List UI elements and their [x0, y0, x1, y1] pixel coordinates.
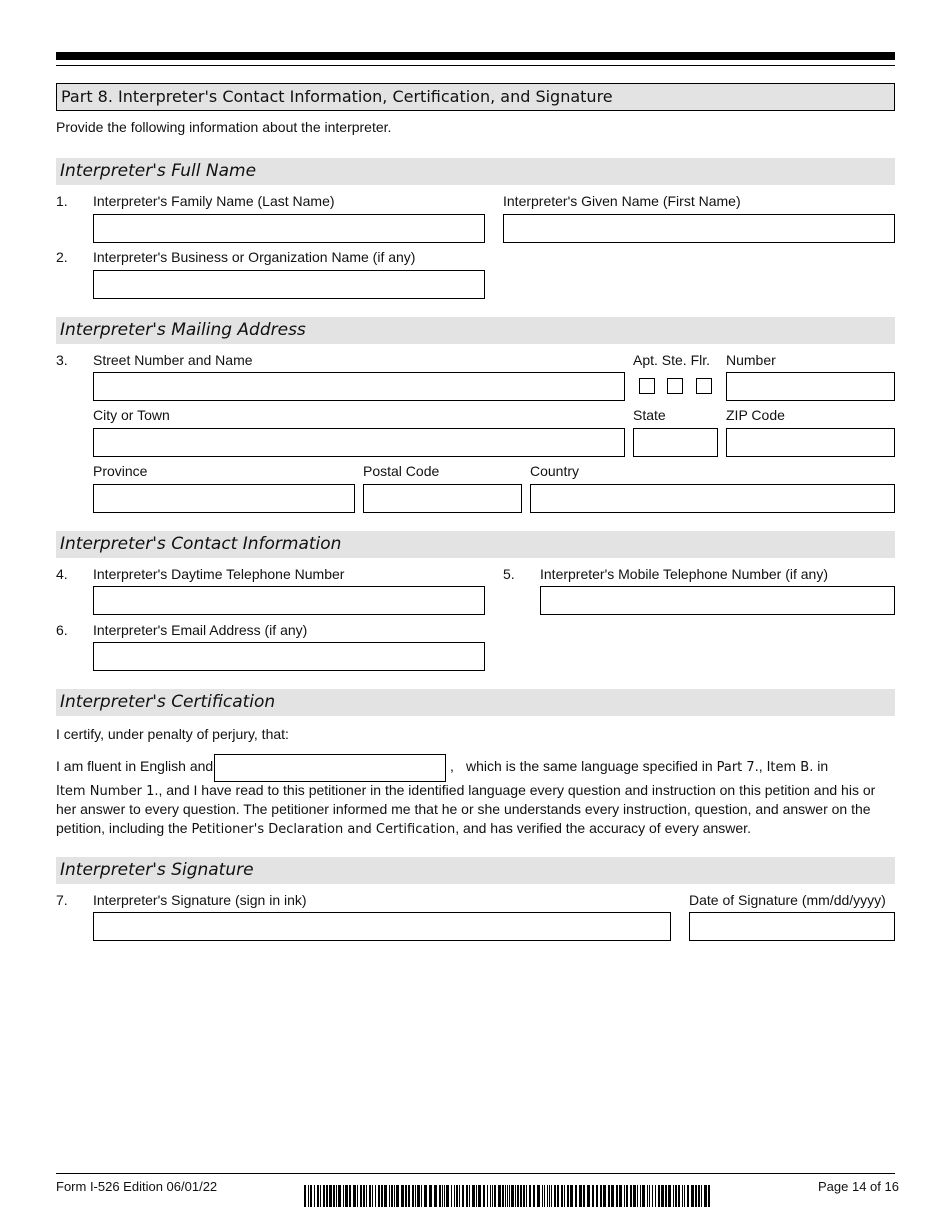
zip-field[interactable]: [726, 428, 895, 457]
barcode-bar: [456, 1185, 458, 1207]
certification-line-2: [56, 781, 895, 801]
barcode-bar: [647, 1185, 648, 1207]
barcode-bar: [360, 1185, 362, 1207]
barcode-bar: [668, 1185, 671, 1207]
ste-checkbox[interactable]: [667, 378, 683, 394]
barcode-bar: [665, 1185, 667, 1207]
barcode-bar: [520, 1185, 522, 1207]
barcode-bar: [333, 1185, 335, 1207]
flr-checkbox[interactable]: [696, 378, 712, 394]
number-label: Number: [726, 352, 776, 368]
province-label: Province: [93, 463, 148, 479]
barcode-bar: [492, 1185, 493, 1207]
barcode-bar: [547, 1185, 548, 1207]
certification-line-3: her answer to every question. The petitioner informed me that he or she understands every instruction, question, and answer on the: [56, 801, 871, 817]
item-b-ref: Item B.: [766, 760, 814, 775]
barcode-bar: [626, 1185, 628, 1207]
barcode-bar: [611, 1185, 614, 1207]
barcode-bar: [616, 1185, 618, 1207]
barcode-bar: [511, 1185, 514, 1207]
footer-rule: [56, 1173, 895, 1174]
postal-code-field[interactable]: [363, 484, 522, 513]
barcode-bar: [678, 1185, 680, 1207]
barcode-bar: [498, 1185, 501, 1207]
barcode-bar: [557, 1185, 559, 1207]
barcode-bar: [384, 1185, 387, 1207]
province-field[interactable]: [93, 484, 355, 513]
business-name-field[interactable]: [93, 270, 485, 299]
barcode-bar: [417, 1185, 420, 1207]
barcode-bar: [345, 1185, 348, 1207]
same-language: which is the same language specified in: [466, 758, 713, 774]
barcode-bar: [587, 1185, 590, 1207]
daytime-phone-field[interactable]: [93, 586, 485, 615]
barcode-bar: [483, 1185, 485, 1207]
barcode-bar: [633, 1185, 636, 1207]
language-field[interactable]: [214, 754, 446, 782]
barcode-bar: [708, 1185, 710, 1207]
barcode-bar: [579, 1185, 582, 1207]
barcode-bar: [517, 1185, 519, 1207]
barcode-bar: [691, 1185, 694, 1207]
barcode-bar: [434, 1185, 437, 1207]
street-field[interactable]: [93, 372, 625, 401]
barcode-bar: [429, 1185, 432, 1207]
item-number-ref: Item Number 1.: [56, 784, 159, 799]
given-name-label: Interpreter's Given Name (First Name): [503, 193, 741, 209]
barcode-bar: [673, 1185, 674, 1207]
barcode-bar: [682, 1185, 683, 1207]
barcode-bar: [655, 1185, 656, 1207]
daytime-phone-label: Interpreter's Daytime Telephone Number: [93, 566, 345, 582]
country-field[interactable]: [530, 484, 895, 513]
barcode-bar: [642, 1185, 645, 1207]
barcode-bar: [424, 1185, 427, 1207]
signature-field[interactable]: [93, 912, 671, 941]
item-number-6: 6.: [56, 622, 68, 638]
barcode-bar: [549, 1185, 550, 1207]
given-name-field[interactable]: [503, 214, 895, 243]
barcode-bar: [405, 1185, 407, 1207]
barcode-bar: [533, 1185, 535, 1207]
barcode-bar: [640, 1185, 641, 1207]
barcode-bar: [353, 1185, 356, 1207]
barcode-bar: [596, 1185, 598, 1207]
barcode-bar: [529, 1185, 531, 1207]
barcode-bar: [466, 1185, 468, 1207]
barcode-bar: [310, 1185, 312, 1207]
certification-line-4: [56, 819, 895, 839]
barcode-bar: [684, 1185, 685, 1207]
state-label: State: [633, 407, 666, 423]
top-thin-rule: [56, 65, 895, 66]
postal-code-label: Postal Code: [363, 463, 440, 479]
country-label: Country: [530, 463, 580, 479]
same-language-text: which is the same language specified in Part 7., Item B. in: [466, 758, 829, 775]
barcode-bar: [624, 1185, 625, 1207]
item-number-2: 2.: [56, 249, 68, 265]
barcode-bar: [544, 1185, 545, 1207]
barcode-bar: [415, 1185, 416, 1207]
item-number-3: 3.: [56, 352, 68, 368]
signature-label: Interpreter's Signature (sign in ink): [93, 892, 307, 908]
city-label: City or Town: [93, 407, 170, 423]
barcode-bar: [704, 1185, 707, 1207]
barcode-bar: [363, 1185, 365, 1207]
barcode-bar: [600, 1185, 602, 1207]
part-intro: Provide the following information about the interpreter.: [56, 119, 392, 135]
barcode-bar: [401, 1185, 404, 1207]
barcode-bar: [487, 1185, 488, 1207]
section-signature: Interpreter's Signature: [56, 857, 895, 884]
barcode-bar: [394, 1185, 395, 1207]
declaration-ref: Petitioner's Declaration and Certification: [191, 822, 456, 837]
page-number: Page 14 of 16: [818, 1179, 899, 1194]
barcode-bar: [442, 1185, 443, 1207]
item-number-1: 1.: [56, 193, 68, 209]
section-certification: Interpreter's Certification: [56, 689, 895, 716]
barcode-bar: [701, 1185, 702, 1207]
barcode-bar: [502, 1185, 504, 1207]
barcode-bar: [608, 1185, 610, 1207]
street-label: Street Number and Name: [93, 352, 253, 368]
apt-ste-flr-label: Apt. Ste. Flr.: [633, 352, 711, 368]
barcode-bar: [375, 1185, 376, 1207]
barcode-bar: [505, 1185, 506, 1207]
date-of-signature-field[interactable]: [689, 912, 895, 941]
barcode-bar: [369, 1185, 371, 1207]
barcode-bar: [391, 1185, 393, 1207]
comma: ,: [450, 758, 454, 774]
barcode-bar: [603, 1185, 606, 1207]
barcode-bar: [490, 1185, 491, 1207]
form-edition: Form I-526 Edition 06/01/22: [56, 1179, 218, 1194]
barcode-bar: [583, 1185, 585, 1207]
barcode-bar: [366, 1185, 367, 1207]
barcode-bar: [619, 1185, 622, 1207]
barcode-bar: [444, 1185, 445, 1207]
barcode-bar: [507, 1185, 508, 1207]
item-number-5: 5.: [503, 566, 515, 582]
barcode-bar: [630, 1185, 632, 1207]
section-full-name: Interpreter's Full Name: [56, 158, 895, 185]
item-number-4: 4.: [56, 566, 68, 582]
barcode-bar: [658, 1185, 660, 1207]
business-name-label: Interpreter's Business or Organization Name (if any): [93, 249, 416, 265]
barcode-bar: [551, 1185, 552, 1207]
barcode-bar: [649, 1185, 650, 1207]
barcode-bar: [378, 1185, 380, 1207]
barcode-bar: [323, 1185, 325, 1207]
barcode-bar: [472, 1185, 475, 1207]
mobile-phone-label: Interpreter's Mobile Telephone Number (if any): [540, 566, 828, 582]
barcode-bar: [695, 1185, 697, 1207]
family-name-label: Interpreter's Family Name (Last Name): [93, 193, 335, 209]
barcode-bar: [314, 1185, 315, 1207]
barcode-bar: [308, 1185, 309, 1207]
barcode-bar: [469, 1185, 470, 1207]
barcode-bar: [592, 1185, 594, 1207]
line-4-prefix: petition, including the: [56, 820, 188, 836]
line-4-suffix: , and has verified the accuracy of every answer.: [455, 820, 751, 836]
barcode-bar: [637, 1185, 638, 1207]
barcode-bar: [698, 1185, 700, 1207]
barcode-bar: [372, 1185, 373, 1207]
item-number-7: 7.: [56, 892, 68, 908]
barcode-bar: [338, 1185, 341, 1207]
unit-number-field[interactable]: [726, 372, 895, 401]
part-header: Part 8. Interpreter's Contact Information, Certification, and Signature: [56, 83, 895, 111]
barcode-bar: [478, 1185, 481, 1207]
barcode-bar: [652, 1185, 653, 1207]
barcode-bar: [575, 1185, 577, 1207]
barcode-bar: [564, 1185, 565, 1207]
apt-checkbox[interactable]: [639, 378, 655, 394]
barcode-bar: [320, 1185, 321, 1207]
section-contact-information: Interpreter's Contact Information: [56, 531, 895, 558]
barcode-bar: [451, 1185, 452, 1207]
email-field[interactable]: [93, 642, 485, 671]
barcode-bar: [326, 1185, 328, 1207]
barcode-bar: [661, 1185, 664, 1207]
barcode-bar: [408, 1185, 410, 1207]
barcode-bar: [317, 1185, 319, 1207]
barcode-bar: [554, 1185, 556, 1207]
barcode-bar: [454, 1185, 455, 1207]
barcode-bar: [462, 1185, 464, 1207]
barcode-bar: [412, 1185, 414, 1207]
barcode-bar: [476, 1185, 477, 1207]
barcode-bar: [509, 1185, 510, 1207]
barcode-bar: [567, 1185, 569, 1207]
date-of-signature-label: Date of Signature (mm/dd/yyyy): [689, 892, 886, 908]
in-text: in: [817, 758, 829, 774]
barcode-bar: [329, 1185, 332, 1207]
barcode-bar: [421, 1185, 422, 1207]
barcode-bar: [304, 1185, 306, 1207]
barcode-bar: [494, 1185, 496, 1207]
barcode-bar: [523, 1185, 525, 1207]
barcode-bar: [570, 1185, 573, 1207]
part-7-ref: Part 7.: [716, 760, 759, 775]
state-field[interactable]: [633, 428, 718, 457]
barcode-bar: [675, 1185, 677, 1207]
barcode-bar: [537, 1185, 540, 1207]
barcode-bar: [446, 1185, 449, 1207]
top-thick-rule: [56, 52, 895, 60]
barcode-bar: [459, 1185, 460, 1207]
mobile-phone-field[interactable]: [540, 586, 895, 615]
email-label: Interpreter's Email Address (if any): [93, 622, 308, 638]
barcode-bar: [542, 1185, 543, 1207]
city-field[interactable]: [93, 428, 625, 457]
barcode-image: [304, 1185, 714, 1207]
barcode-bar: [515, 1185, 516, 1207]
barcode-bar: [343, 1185, 344, 1207]
barcode-bar: [526, 1185, 527, 1207]
zip-label: ZIP Code: [726, 407, 785, 423]
barcode-bar: [349, 1185, 351, 1207]
barcode-bar: [439, 1185, 441, 1207]
fluent-prefix: I am fluent in English and: [56, 758, 214, 774]
barcode-bar: [357, 1185, 358, 1207]
barcode-bar: [389, 1185, 390, 1207]
section-mailing-address: Interpreter's Mailing Address: [56, 317, 895, 344]
barcode-bar: [381, 1185, 383, 1207]
barcode-bar: [336, 1185, 337, 1207]
barcode-bar: [561, 1185, 563, 1207]
barcode-bar: [687, 1185, 689, 1207]
line-2-rest: , and I have read to this petitioner in the identified language every question and instruction on this petition and his or: [158, 782, 876, 798]
barcode-bar: [396, 1185, 399, 1207]
certification-intro: I certify, under penalty of perjury, that:: [56, 726, 289, 742]
family-name-field[interactable]: [93, 214, 485, 243]
